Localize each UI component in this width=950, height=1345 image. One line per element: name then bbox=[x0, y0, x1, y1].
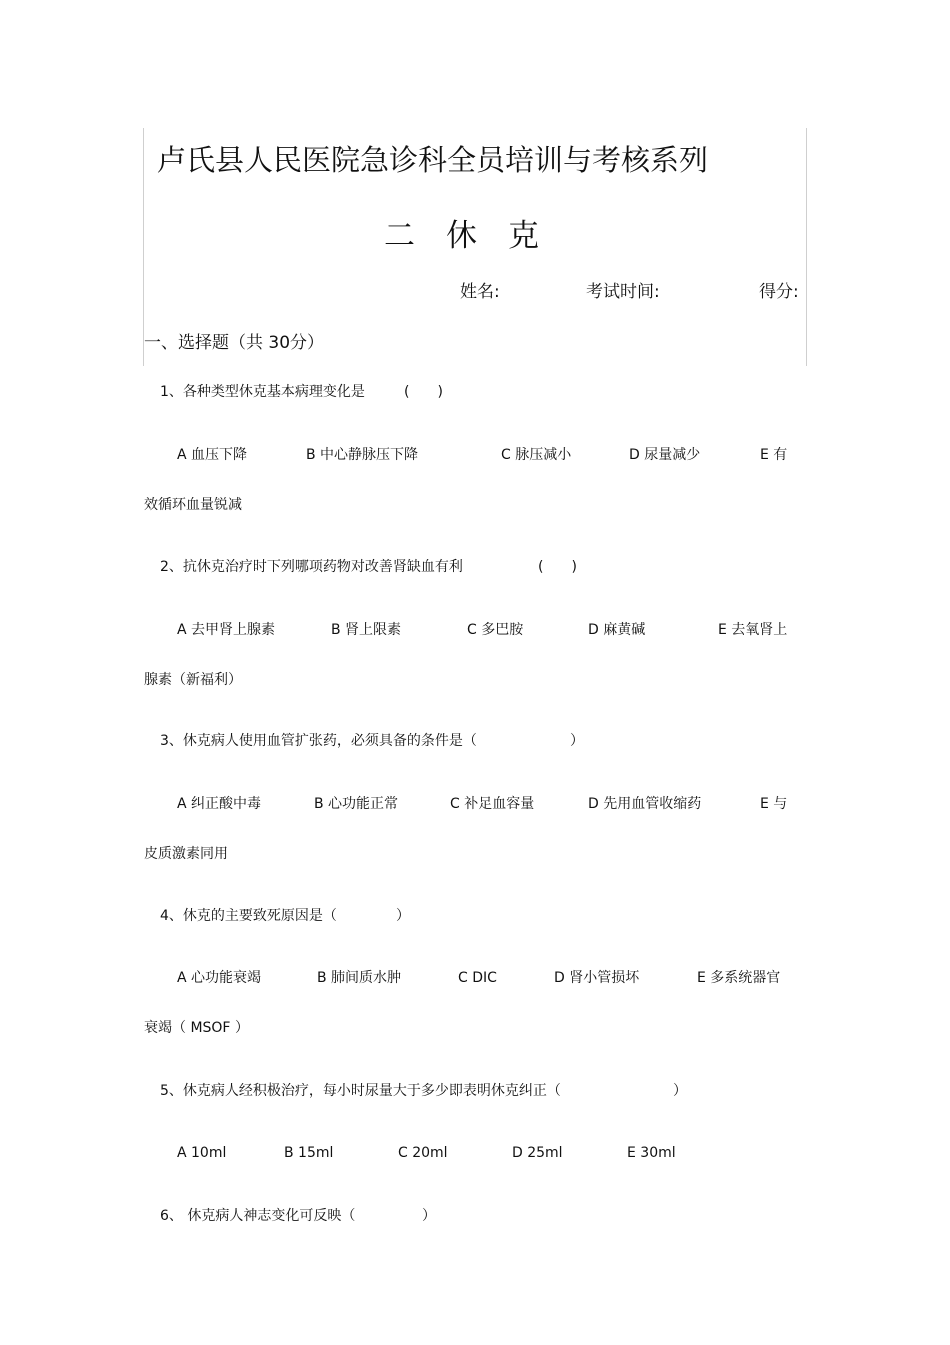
question-1-option-c: C 脉压减小 bbox=[501, 447, 572, 463]
right-border-line bbox=[806, 128, 807, 366]
question-5-option-b: B 15ml bbox=[284, 1145, 334, 1161]
question-2-option-b: B 肾上限素 bbox=[331, 622, 402, 638]
question-2-option-c: C 多巴胺 bbox=[467, 622, 524, 638]
question-3-option-b: B 心功能正常 bbox=[314, 796, 399, 812]
question-5-option-a: A 10ml bbox=[177, 1145, 227, 1161]
question-1-option-e-continued: 效循环血量锐减 bbox=[144, 497, 242, 513]
question-4-option-d: D 肾小管损坏 bbox=[554, 970, 640, 986]
question-2-option-e: E 去氧肾上 bbox=[718, 622, 788, 638]
question-3-option-d: D 先用血管收缩药 bbox=[588, 796, 702, 812]
question-3-answer-paren: ） bbox=[570, 733, 584, 749]
question-2-stem: 2、抗休克治疗时下列哪项药物对改善肾缺血有利 bbox=[160, 559, 463, 575]
section-heading: 一、选择题（共 30分） bbox=[144, 333, 325, 353]
question-5-stem: 5、休克病人经积极治疗，每小时尿量大于多少即表明休克纠正（ bbox=[160, 1083, 561, 1099]
document-title: 卢氏县人民医院急诊科全员培训与考核系列 bbox=[157, 143, 709, 177]
question-2-option-e-continued: 腺素（新福利） bbox=[144, 672, 242, 688]
score-label: 得分: bbox=[759, 282, 799, 302]
question-4-option-b: B 肺间质水肿 bbox=[317, 970, 402, 986]
question-2-option-a: A 去甲肾上腺素 bbox=[177, 622, 276, 638]
question-1-option-b: B 中心静脉压下降 bbox=[306, 447, 419, 463]
question-4-answer-paren: ） bbox=[396, 908, 410, 924]
question-4-option-c: C DIC bbox=[458, 970, 497, 986]
question-5-option-d: D 25ml bbox=[512, 1145, 563, 1161]
question-1-option-a: A 血压下降 bbox=[177, 447, 248, 463]
document-subtitle: 二 休 克 bbox=[384, 218, 539, 254]
question-1-stem: 1、各种类型休克基本病理变化是 bbox=[160, 384, 365, 400]
question-4-option-e-continued: 衰竭（ MSOF ） bbox=[144, 1020, 249, 1036]
question-5-option-c: C 20ml bbox=[398, 1145, 448, 1161]
exam-time-label: 考试时间: bbox=[586, 282, 660, 302]
question-3-option-e: E 与 bbox=[760, 796, 788, 812]
question-6-answer-paren: ） bbox=[422, 1208, 436, 1224]
name-label: 姓名: bbox=[460, 282, 500, 302]
question-3-option-c: C 补足血容量 bbox=[450, 796, 535, 812]
question-4-option-a: A 心功能衰竭 bbox=[177, 970, 262, 986]
question-3-stem: 3、休克病人使用血管扩张药，必须具备的条件是（ bbox=[160, 733, 477, 749]
question-2-answer-paren: ( ) bbox=[538, 559, 577, 575]
question-4-option-e: E 多系统器官 bbox=[697, 970, 781, 986]
question-1-option-e: E 有 bbox=[760, 447, 788, 463]
question-5-answer-paren: ） bbox=[673, 1083, 687, 1099]
question-6-stem: 6、 休克病人神志变化可反映（ bbox=[160, 1208, 356, 1224]
question-1-answer-paren: ( ) bbox=[404, 384, 443, 400]
question-3-option-e-continued: 皮质激素同用 bbox=[144, 846, 228, 862]
question-1-option-d: D 尿量减少 bbox=[629, 447, 701, 463]
question-3-option-a: A 纠正酸中毒 bbox=[177, 796, 262, 812]
question-4-stem: 4、休克的主要致死原因是（ bbox=[160, 908, 337, 924]
question-5-option-e: E 30ml bbox=[627, 1145, 676, 1161]
question-2-option-d: D 麻黄碱 bbox=[588, 622, 646, 638]
